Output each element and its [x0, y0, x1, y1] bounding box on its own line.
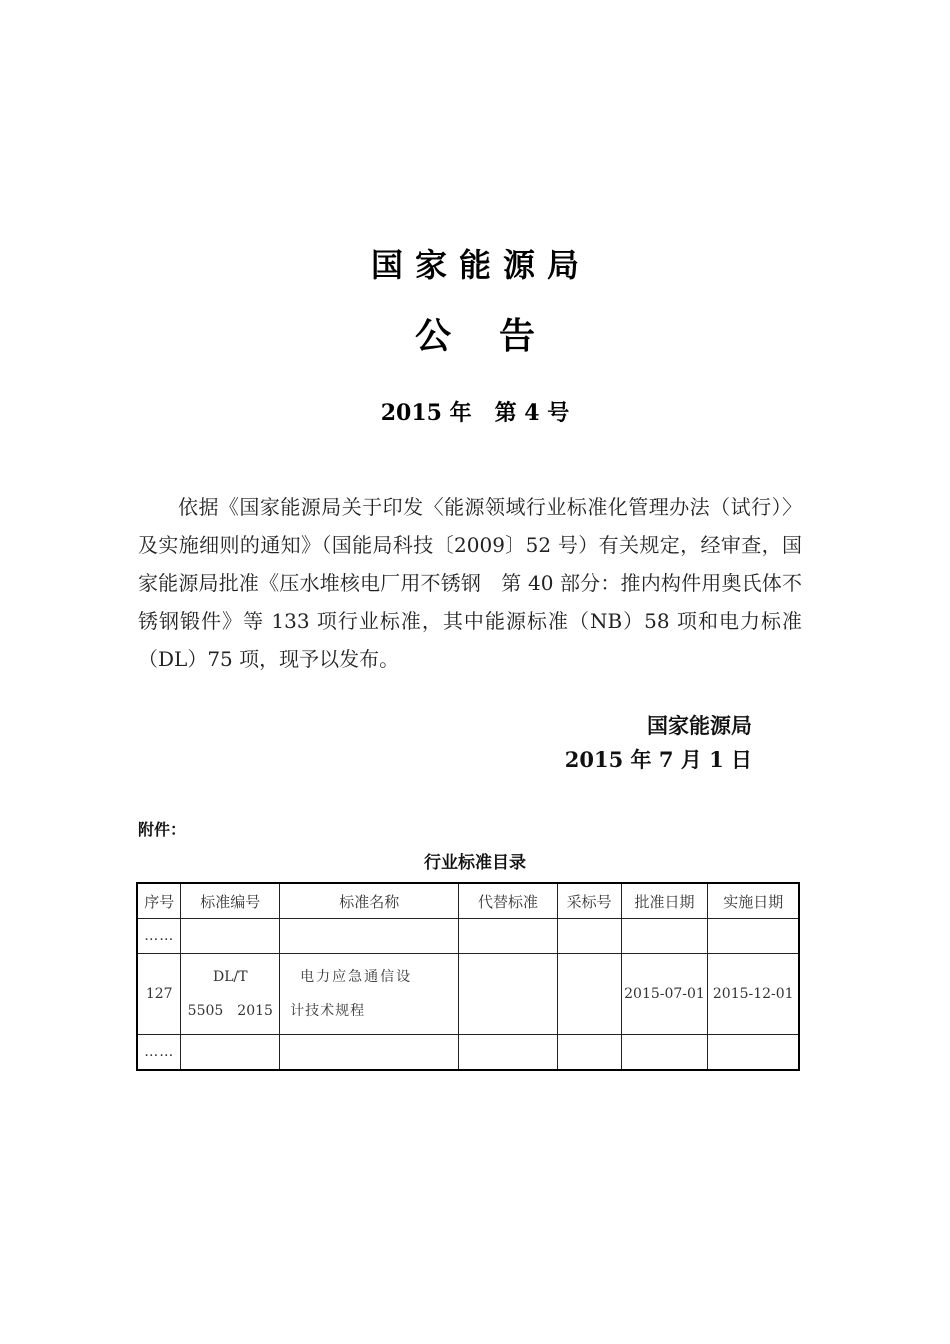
standard-name-line: 计技术规程: [290, 1003, 366, 1019]
table-cell: [459, 1035, 558, 1071]
table-cell: [708, 1035, 799, 1071]
standard-name-line: 电力应急通信设: [300, 969, 413, 985]
column-header: 实施日期: [708, 883, 799, 919]
table-cell: [280, 1035, 459, 1071]
effective-date-cell: 2015-12-01: [708, 954, 799, 1035]
adopted-cell: [557, 954, 621, 1035]
column-header: 序号: [137, 883, 181, 919]
issue-number: 2015 年 第 4 号: [380, 400, 570, 426]
table-cell: [557, 1035, 621, 1071]
replaces-cell: [459, 954, 558, 1035]
table-header-row: [137, 883, 799, 919]
table-cell: [621, 1035, 708, 1071]
issuer-signature: 国家能源局: [647, 714, 752, 738]
standard-code-line: DL/T: [213, 969, 248, 985]
table-title: 行业标准目录: [424, 853, 526, 873]
table-row: [137, 954, 799, 1035]
attachment-label: 附件：: [138, 820, 187, 839]
table-row: [137, 919, 799, 954]
standard-name-cell: [280, 954, 459, 1035]
table-row: [137, 1035, 799, 1071]
standard-code-line: 5505 2015: [187, 1003, 273, 1019]
issue-date: 2015 年 7 月 1 日: [564, 747, 752, 772]
announcement-paragraph: 依据《国家能源局关于印发〈能源领域行业标准化管理办法（试行）〉及实施细则的通知》（国能局科技〔2009〕52 号）有关规定，经审查，国家能源局批准《压水堆核电厂用不锈钢 第 40 部分：推内构件用奥氏体不锈钢锻件》等 133 项行业标准，其中能源标准（NB）58 项和电力标准（DL）75 项，现予以发布。: [138, 495, 802, 671]
agency-title: 国家能源局: [370, 246, 591, 284]
ellipsis-cell: ……: [137, 919, 181, 954]
column-header: 标准名称: [280, 883, 459, 919]
table-cell: [280, 919, 459, 954]
ellipsis-cell: ……: [137, 1035, 181, 1071]
table-cell: [557, 919, 621, 954]
column-header: 采标号: [557, 883, 621, 919]
table-cell: [181, 1035, 280, 1071]
table-cell: [621, 919, 708, 954]
table-cell: [181, 919, 280, 954]
seq-cell: 127: [137, 954, 181, 1035]
table-cell: [708, 919, 799, 954]
approve-date-cell: 2015-07-01: [621, 954, 708, 1035]
document-type-title: 公告: [414, 316, 583, 357]
column-header: 标准编号: [181, 883, 280, 919]
column-header: 代替标准: [459, 883, 558, 919]
column-header: 批准日期: [621, 883, 708, 919]
standard-code-cell: [181, 954, 280, 1035]
table-cell: [459, 919, 558, 954]
standards-table: [136, 882, 800, 1071]
